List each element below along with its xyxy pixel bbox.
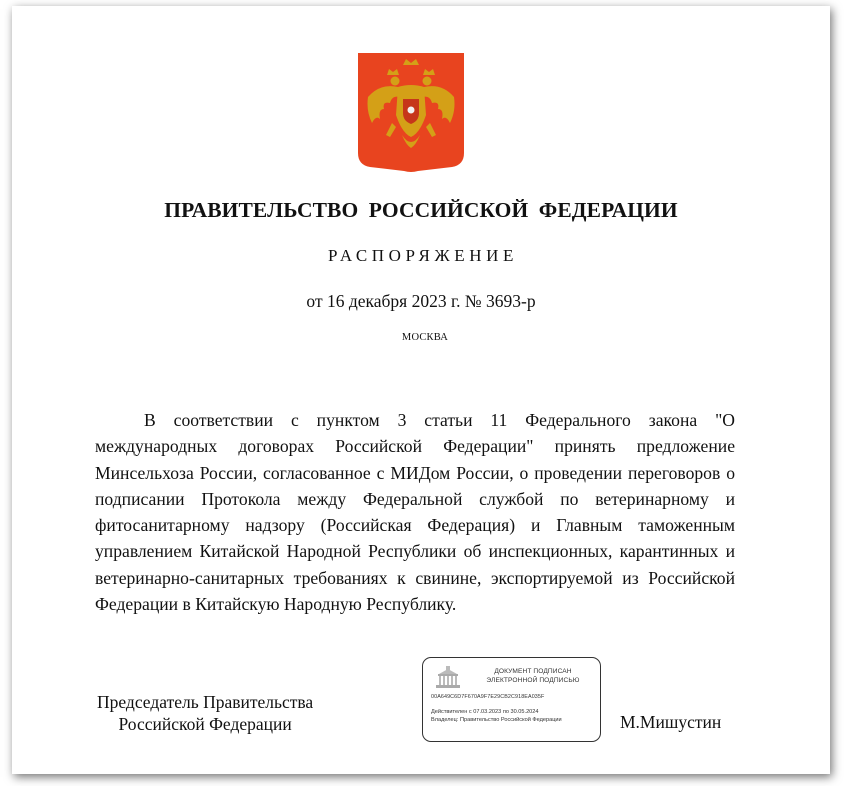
signer-position [97,691,313,735]
document-city: МОСКВА [401,332,449,343]
stamp-header-line1: ДОКУМЕНТ ПОДПИСАН [494,668,572,675]
document-type: РАСПОРЯЖЕНИЕ [327,246,519,265]
signer-name: М.Мишустин [620,712,722,732]
stamp-owner: Владелец: Правительство Российской Федерации [431,717,562,723]
russian-coat-of-arms-icon [358,53,464,173]
stamp-header [469,667,597,685]
document-page [12,6,830,774]
electronic-signature-stamp [422,657,601,742]
signer-position-line2: Российской Федерации [118,714,292,734]
stamp-certificate-number: 00A649C6D7F670A9F7E29CB2C918EA035F [431,694,545,700]
signer-position-line1: Председатель Правительства [97,692,314,712]
document-date-number: от 16 декабря 2023 г. № 3693-р [306,291,536,311]
government-building-icon [433,665,463,689]
stamp-validity: Действителен с 07.03.2023 по 30.05.2024 [431,709,539,715]
stamp-header-line2: ЭЛЕКТРОННОЙ ПОДПИСЬЮ [486,677,580,684]
issuer-title: ПРАВИТЕЛЬСТВО РОССИЙСКОЙ ФЕДЕРАЦИИ [164,198,678,222]
resolution-paragraph: В соответствии с пунктом 3 статьи 11 Федерального закона "О международных договорах Российской Федерации" принять предложение Минсельхоза России, согласованное с МИДом России, о проведении переговоров о подписании Протокола между Федеральной службой по ветеринарному и фитосанитарному надзору (Российская Федерация) и Главным таможенным управлением Китайской Народной Республики об инспекционных, карантинных и ветеринарно-санитарных требованиях к свинине, экспортируемой из Российской Федерации в Китайскую Народную Республику. [95,410,735,615]
